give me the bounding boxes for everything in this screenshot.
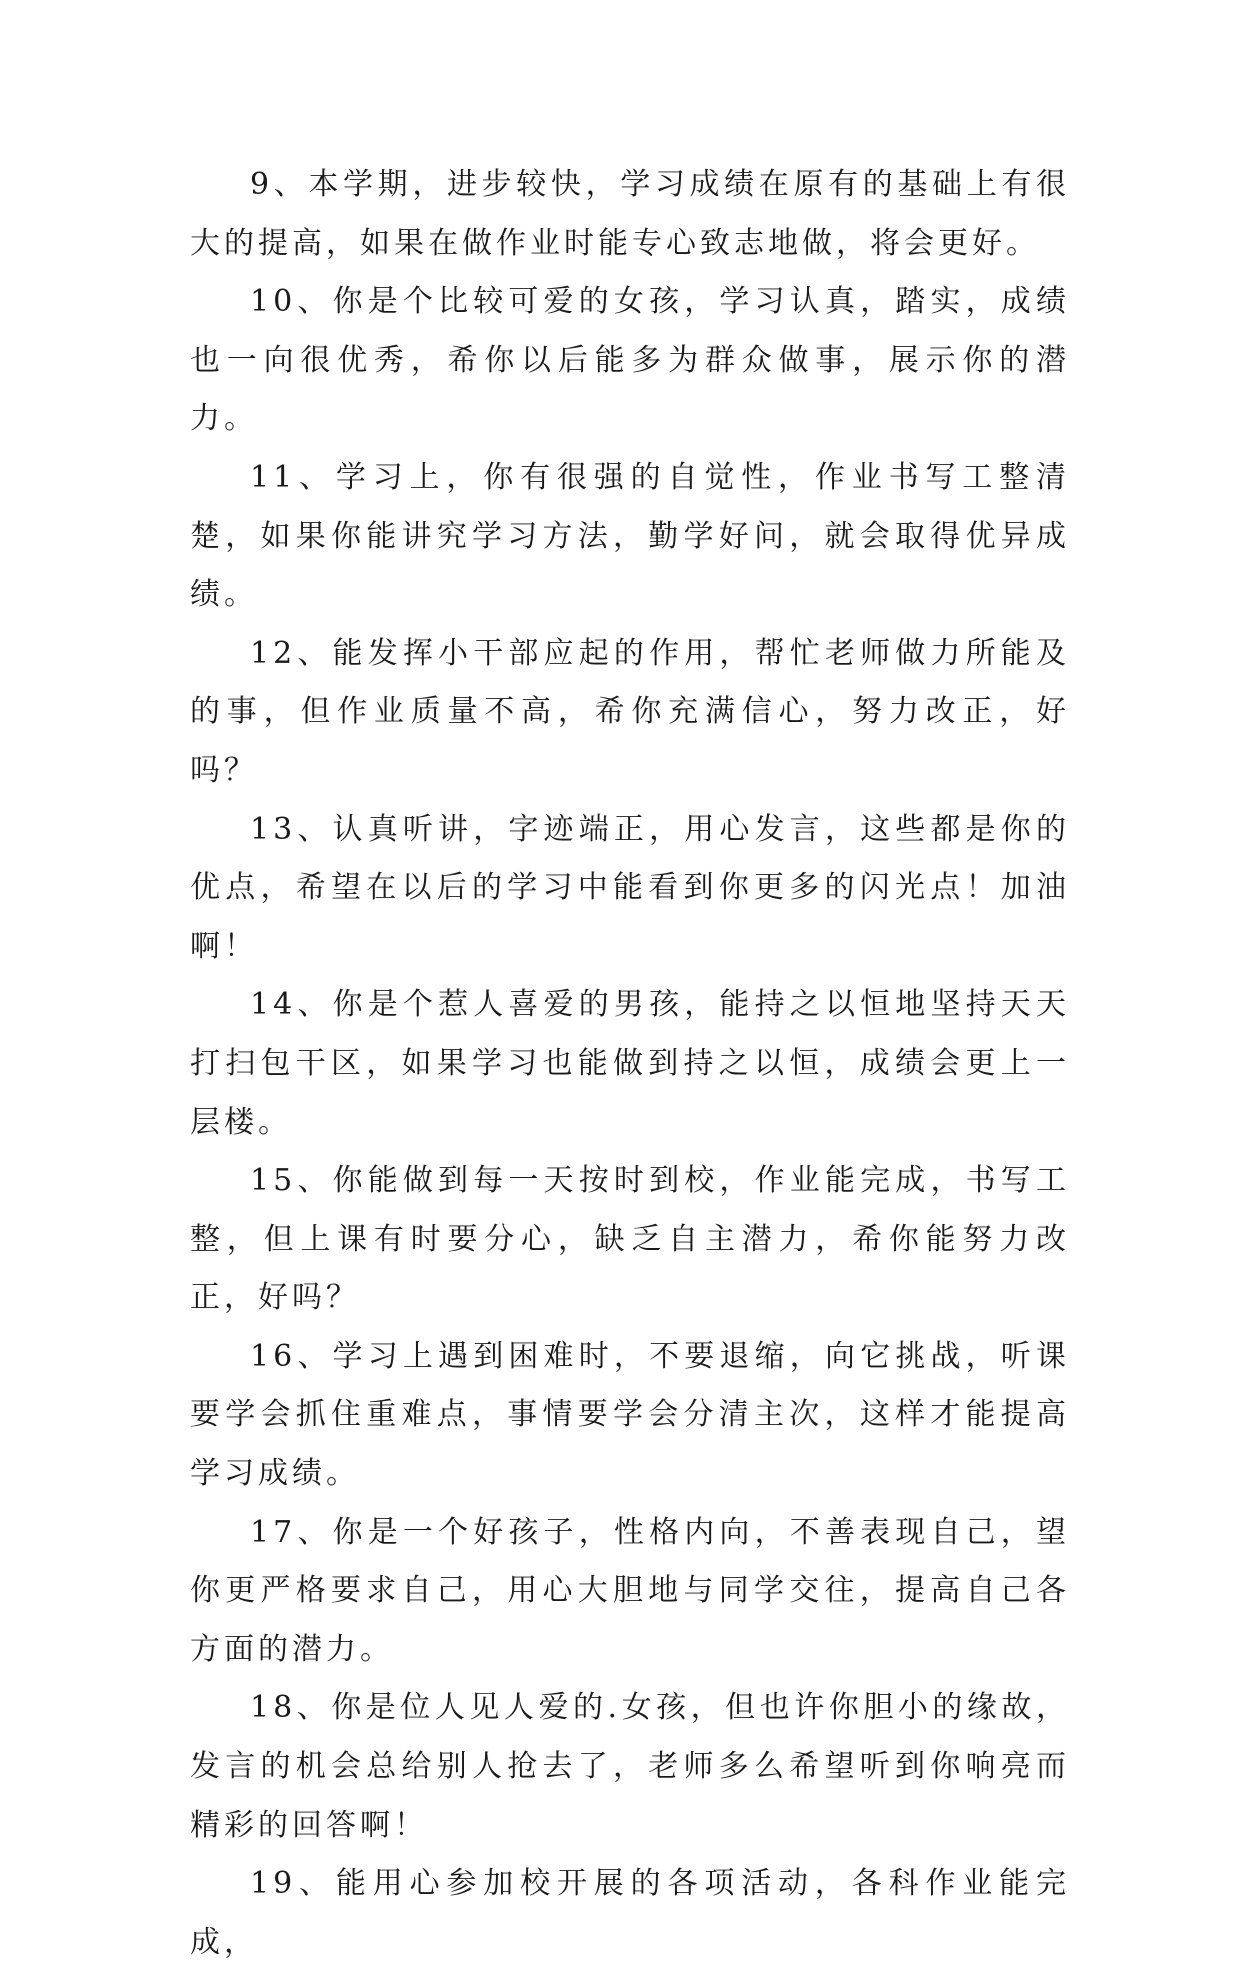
paragraph-16: 16、学习上遇到困难时，不要退缩，向它挑战，听课要学会抓住重难点，事情要学会分清主次，这样才能提高学习成绩。	[190, 1338, 1070, 1492]
paragraph-13: 13、认真听讲，字迹端正，用心发言，这些都是你的优点，希望在以后的学习中能看到你更多的闪光点！加油啊！	[190, 811, 1070, 964]
paragraph-10: 10、你是个比较可爱的女孩，学习认真，踏实，成绩也一向很优秀，希你以后能多为群众做事，展示你的潜力。	[190, 284, 1070, 437]
paragraph-12: 12、能发挥小干部应起的作用，帮忙老师做力所能及的事，但作业质量不高，希你充满信心，努力改正，好吗？	[190, 635, 1070, 788]
paragraph-11: 11、学习上，你有很强的自觉性，作业书写工整清楚，如果你能讲究学习方法，勤学好问，就会取得优异成绩。	[190, 459, 1070, 613]
paragraph-14: 14、你是个惹人喜爱的男孩，能持之以恒地坚持天天打扫包干区，如果学习也能做到持之以恒，成绩会更上一层楼。	[190, 987, 1070, 1140]
paragraph-15: 15、你能做到每一天按时到校，作业能完成，书写工整，但上课有时要分心，缺乏自主潜力，希你能努力改正，好吗？	[190, 1163, 1070, 1316]
paragraph-19: 19、能用心参加校开展的各项活动，各科作业能完成，	[190, 1866, 1070, 1960]
document-body	[190, 156, 1070, 1972]
paragraph-18: 18、你是位人见人爱的.女孩，但也许你胆小的缘故，发言的机会总给别人抢去了，老师多么希望听到你响亮而精彩的回答啊！	[190, 1690, 1070, 1843]
paragraph-9: 9、本学期，进步较快，学习成绩在原有的基础上有很大的提高，如果在做作业时能专心致志地做，将会更好。	[190, 167, 1070, 261]
paragraph-17: 17、你是一个好孩子，性格内向，不善表现自己，望你更严格要求自己，用心大胆地与同学交往，提高自己各方面的潜力。	[190, 1514, 1070, 1667]
